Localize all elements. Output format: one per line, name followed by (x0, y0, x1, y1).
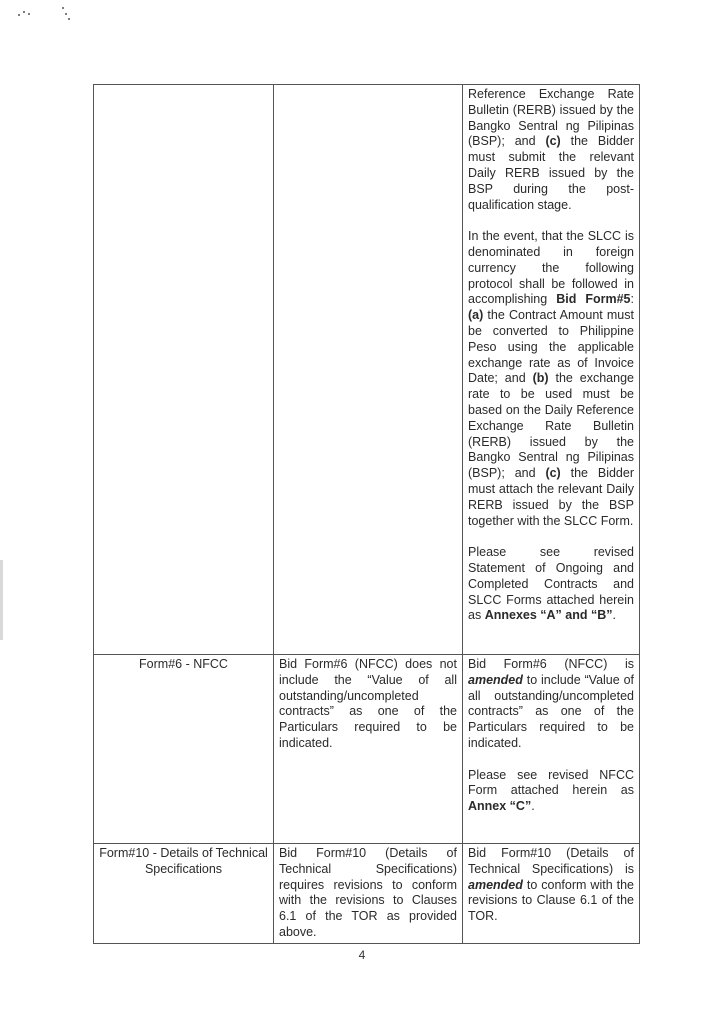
tech-specs-amended-paragraph: Bid Form#10 (Details of Technical Specifications) is amended to conform with the revisions to Clause 6.1 of the TOR. (468, 846, 634, 924)
tech-specs-form-label-cell: Form#10 - Details of Technical Specifications (94, 844, 274, 944)
row1-col2-cell (274, 85, 463, 655)
table-row (94, 844, 640, 944)
nfcc-original-cell: Bid Form#6 (NFCC) does not include the “Value of all outstanding/uncompleted contracts” as one of the Particulars required to be indicated. (274, 655, 463, 844)
scan-edge-mark (0, 560, 3, 640)
annexes-a-b-paragraph: Please see revised Statement of Ongoing and Completed Contracts and SLCC Forms attached herein as Annexes “A” and “B”. (468, 545, 634, 623)
tech-specs-amendment-cell (463, 844, 640, 944)
tech-specs-original-cell: Bid Form#10 (Details of Technical Specifications) requires revisions to conform with the revisions to Clauses 6.1 of the TOR as provided above. (274, 844, 463, 944)
page-number: 4 (358, 948, 366, 962)
nfcc-form-label-cell: Form#6 - NFCC (94, 655, 274, 844)
rerb-paragraph: Reference Exchange Rate Bulletin (RERB) issued by the Bangko Sentral ng Pilipinas (BSP); and (c) the Bidder must submit the relevant Daily RERB issued by the BSP during the post-qualification stage. (468, 87, 634, 212)
annex-c-paragraph: Please see revised NFCC Form attached herein as Annex “C”. (468, 767, 634, 814)
scan-specks (18, 4, 88, 24)
amendments-table (93, 84, 640, 944)
slcc-foreign-currency-paragraph: In the event, that the SLCC is denominated in foreign currency the following protocol shall be followed in accomplishing Bid Form#5: (a) the Contract Amount must be converted to Philippine Peso using the applicable exchange rate as of Invoice Date; and (b) the exchange rate to be used must be based on the Daily Reference Exchange Rate Bulletin (RERB) issued by the Bangko Sentral ng Pilipinas (BSP); and (c) the Bidder must attach the relevant Daily RERB issued by the BSP together with the SLCC Form. (468, 229, 634, 528)
row1-col1-cell (94, 85, 274, 655)
row1-col3-cell (463, 85, 640, 655)
table-row (94, 655, 640, 844)
nfcc-amendment-cell (463, 655, 640, 844)
nfcc-amended-paragraph: Bid Form#6 (NFCC) is amended to include “Value of all outstanding/uncompleted contracts” as one of the Particulars required to be indicated. (468, 657, 634, 750)
table-row (94, 85, 640, 655)
